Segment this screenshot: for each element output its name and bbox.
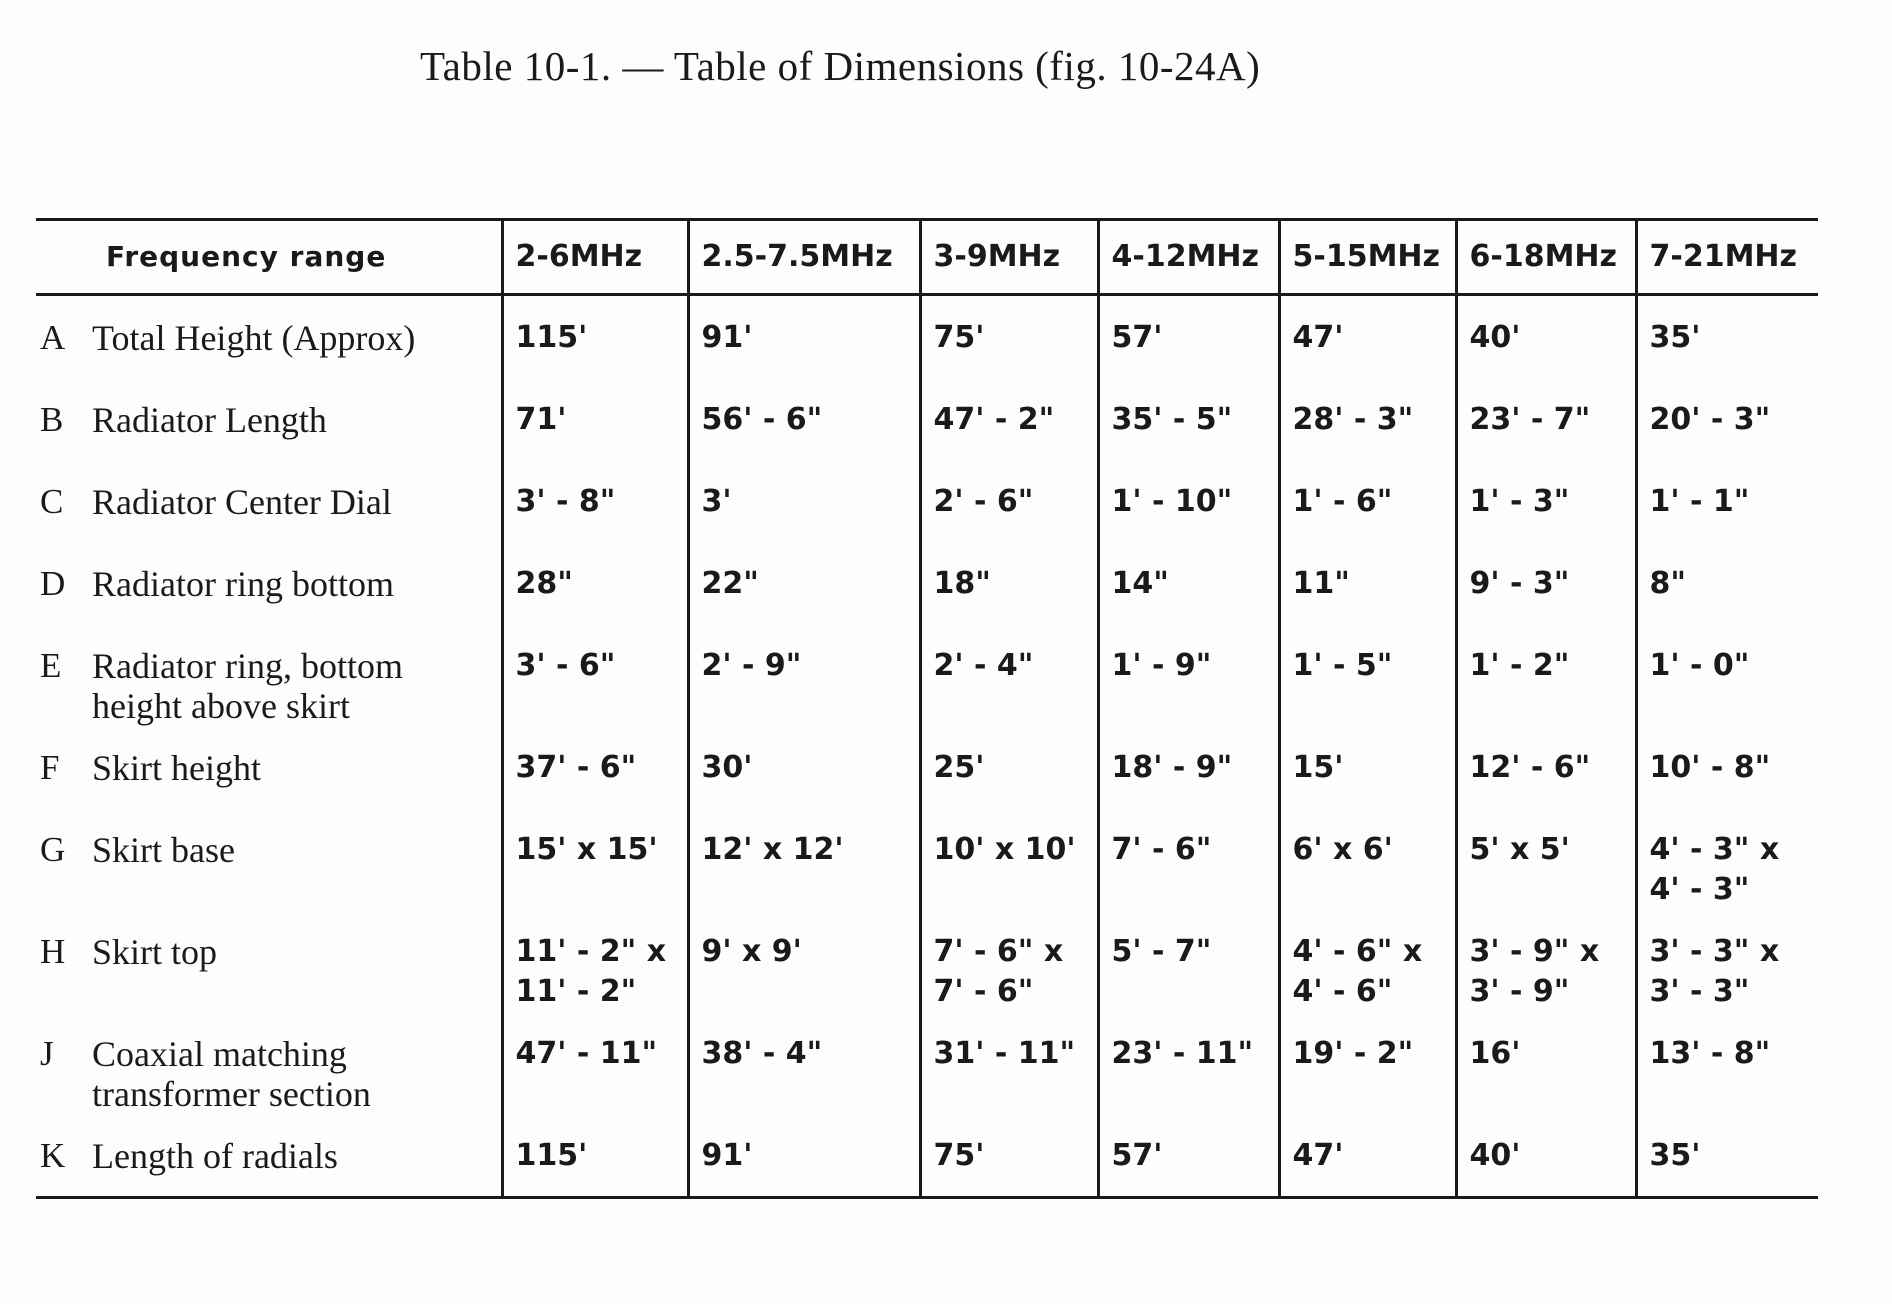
table-row: [36, 460, 1818, 542]
cell-value: 30': [701, 750, 753, 785]
cell-value: 6' x 6': [1292, 832, 1393, 867]
table-row: [36, 378, 1818, 460]
cell-value: 12' - 6": [1469, 750, 1591, 785]
table-cell: [1456, 460, 1636, 542]
cell-value: 11' - 2" x: [515, 934, 667, 969]
table-cell: [1279, 542, 1456, 624]
cell-value: 57': [1111, 320, 1163, 355]
table-cell: [502, 808, 688, 910]
row-label-line: Coaxial matching: [92, 1034, 347, 1074]
cell-value: 40': [1469, 320, 1521, 355]
cell-value: 57': [1111, 1138, 1163, 1173]
table-cell: [920, 624, 1098, 726]
cell-value: 71': [515, 402, 567, 437]
row-label-line: Skirt base: [92, 830, 235, 870]
cell-value: 1' - 2": [1469, 648, 1570, 683]
cell-value: 22": [701, 566, 759, 601]
cell-value: 4' - 3": [1649, 872, 1750, 907]
table-cell: [1456, 1012, 1636, 1114]
cell-value: 15': [1292, 750, 1344, 785]
table-cell: [1456, 910, 1636, 1012]
table-cell: [1636, 808, 1818, 910]
cell-value: 3' - 9" x: [1469, 934, 1600, 969]
cell-value: 9' x 9': [701, 934, 802, 969]
cell-value: 23' - 7": [1469, 402, 1591, 437]
table-cell: [1279, 460, 1456, 542]
table-cell: [920, 1012, 1098, 1114]
table-cell: [920, 542, 1098, 624]
row-label-line: transformer section: [92, 1074, 371, 1114]
row-letter: G: [40, 830, 66, 869]
table-cell: [1279, 295, 1456, 379]
cell-value: 1' - 6": [1292, 484, 1393, 519]
table-cell: [1456, 378, 1636, 460]
row-label: [92, 378, 502, 460]
cell-value: 47': [1292, 320, 1344, 355]
table-cell: [1279, 726, 1456, 808]
row-label-line: Total Height (Approx): [92, 318, 416, 358]
row-letter: B: [40, 400, 64, 439]
table-cell: [688, 1012, 920, 1114]
table-cell: [688, 542, 920, 624]
cell-value: 1' - 9": [1111, 648, 1212, 683]
cell-value: 1' - 1": [1649, 484, 1750, 519]
cell-value: 3': [701, 484, 732, 519]
table-cell: [1456, 624, 1636, 726]
cell-value: 10' x 10': [933, 832, 1076, 867]
table-cell: [1456, 295, 1636, 379]
cell-value: 35': [1649, 1138, 1701, 1173]
row-label: [92, 1012, 502, 1114]
column-header: 4-12MHz: [1098, 220, 1279, 295]
cell-value: 75': [933, 1138, 985, 1173]
cell-value: 14": [1111, 566, 1169, 601]
cell-value: 1' - 0": [1649, 648, 1750, 683]
cell-value: 7' - 6": [933, 974, 1034, 1009]
row-letter: J: [40, 1034, 54, 1073]
cell-value: 47': [1292, 1138, 1344, 1173]
table-cell: [1456, 1114, 1636, 1198]
cell-value: 3' - 3": [1649, 974, 1750, 1009]
table-cell: [502, 295, 688, 379]
table-cell: [688, 624, 920, 726]
cell-value: 1' - 3": [1469, 484, 1570, 519]
table-cell: [1098, 460, 1279, 542]
table-cell: [1098, 378, 1279, 460]
cell-value: 47' - 11": [515, 1036, 658, 1071]
cell-value: 16': [1469, 1036, 1521, 1071]
row-label: [92, 295, 502, 379]
table-cell: [1636, 1012, 1818, 1114]
cell-value: 37' - 6": [515, 750, 637, 785]
table-caption: Table 10-1. — Table of Dimensions (fig. 10-24A): [420, 43, 1261, 89]
table-cell: [1098, 808, 1279, 910]
table-cell: [1279, 1012, 1456, 1114]
table-cell: [1098, 1114, 1279, 1198]
table-cell: [920, 378, 1098, 460]
row-label: [92, 910, 502, 1012]
table-cell: [920, 1114, 1098, 1198]
table-cell: [688, 460, 920, 542]
table-cell: [920, 460, 1098, 542]
table-row: [36, 910, 1818, 1012]
column-header: 2.5-7.5MHz: [688, 220, 920, 295]
table-cell: [502, 542, 688, 624]
row-letter: F: [40, 748, 60, 787]
cell-value: 10' - 8": [1649, 750, 1771, 785]
column-header: 5-15MHz: [1279, 220, 1456, 295]
table-row: [36, 1012, 1818, 1114]
table-cell: [1098, 726, 1279, 808]
table-cell: [920, 808, 1098, 910]
row-letter: D: [40, 564, 66, 603]
cell-value: 3' - 8": [515, 484, 616, 519]
cell-value: 31' - 11": [933, 1036, 1076, 1071]
cell-value: 91': [701, 320, 753, 355]
row-letter: C: [40, 482, 64, 521]
table-cell: [1636, 378, 1818, 460]
table-cell: [1636, 460, 1818, 542]
table-cell: [1279, 910, 1456, 1012]
table-cell: [1279, 624, 1456, 726]
table-cell: [1279, 808, 1456, 910]
cell-value: 115': [515, 1138, 588, 1173]
header-row: [36, 220, 1818, 295]
table-cell: [688, 378, 920, 460]
table-cell: [1098, 624, 1279, 726]
table-cell: [1098, 295, 1279, 379]
table-cell: [502, 624, 688, 726]
cell-value: 23' - 11": [1111, 1036, 1254, 1071]
table-cell: [1456, 542, 1636, 624]
cell-value: 2' - 9": [701, 648, 802, 683]
cell-value: 3' - 6": [515, 648, 616, 683]
table-cell: [1636, 295, 1818, 379]
cell-value: 2' - 4": [933, 648, 1034, 683]
cell-value: 28": [515, 566, 573, 601]
table-cell: [1636, 910, 1818, 1012]
row-letter: A: [40, 318, 66, 357]
row-label: [92, 542, 502, 624]
table-cell: [1636, 542, 1818, 624]
cell-value: 35': [1649, 320, 1701, 355]
table-cell: [688, 1114, 920, 1198]
cell-value: 1' - 5": [1292, 648, 1393, 683]
table-cell: [1098, 910, 1279, 1012]
cell-value: 3' - 9": [1469, 974, 1570, 1009]
row-label: [92, 624, 502, 726]
column-header: 7-21MHz: [1636, 220, 1818, 295]
table-cell: [688, 295, 920, 379]
cell-value: 11' - 2": [515, 974, 637, 1009]
row-letter: H: [40, 932, 66, 971]
row-letter: K: [40, 1136, 66, 1175]
row-label-line: Radiator Length: [92, 400, 327, 440]
table-body: [36, 295, 1818, 1198]
cell-value: 15' x 15': [515, 832, 658, 867]
cell-value: 28' - 3": [1292, 402, 1414, 437]
row-label: [92, 726, 502, 808]
table-cell: [1636, 726, 1818, 808]
table-cell: [1636, 1114, 1818, 1198]
row-label: [92, 808, 502, 910]
cell-value: 19' - 2": [1292, 1036, 1414, 1071]
cell-value: 18' - 9": [1111, 750, 1233, 785]
cell-value: 4' - 6" x: [1292, 934, 1423, 969]
cell-value: 7' - 6": [1111, 832, 1212, 867]
cell-value: 25': [933, 750, 985, 785]
cell-value: 91': [701, 1138, 753, 1173]
table-row: [36, 624, 1818, 726]
row-label-line: Radiator Center Dial: [92, 482, 392, 522]
table-cell: [502, 460, 688, 542]
cell-value: 5' - 7": [1111, 934, 1212, 969]
table-cell: [688, 808, 920, 910]
table-cell: [920, 910, 1098, 1012]
table-cell: [1636, 624, 1818, 726]
table-cell: [1456, 808, 1636, 910]
cell-value: 4' - 3" x: [1649, 832, 1780, 867]
row-label-line: Length of radials: [92, 1136, 338, 1176]
cell-value: 4' - 6": [1292, 974, 1393, 1009]
cell-value: 75': [933, 320, 985, 355]
row-label-line: Radiator ring, bottom: [92, 646, 403, 686]
table-row: [36, 1114, 1818, 1198]
column-header: 3-9MHz: [920, 220, 1098, 295]
table-cell: [920, 726, 1098, 808]
cell-value: 38' - 4": [701, 1036, 823, 1071]
cell-value: 3' - 3" x: [1649, 934, 1780, 969]
cell-value: 40': [1469, 1138, 1521, 1173]
cell-value: 115': [515, 320, 588, 355]
table-row: [36, 808, 1818, 910]
cell-value: 2' - 6": [933, 484, 1034, 519]
table-cell: [502, 726, 688, 808]
table-cell: [502, 378, 688, 460]
cell-value: 35' - 5": [1111, 402, 1233, 437]
row-label: [92, 460, 502, 542]
row-letter: E: [40, 646, 62, 685]
cell-value: 47' - 2": [933, 402, 1055, 437]
cell-value: 11": [1292, 566, 1350, 601]
cell-value: 9' - 3": [1469, 566, 1570, 601]
header-frequency-range: Frequency range: [106, 240, 387, 273]
row-label-line: height above skirt: [92, 686, 350, 726]
table-cell: [1279, 378, 1456, 460]
column-header: 2-6MHz: [502, 220, 688, 295]
table-cell: [688, 726, 920, 808]
table-cell: [502, 1012, 688, 1114]
cell-value: 12' x 12': [701, 832, 844, 867]
table-cell: [688, 910, 920, 1012]
table-cell: [502, 910, 688, 1012]
cell-value: 18": [933, 566, 991, 601]
table-cell: [1456, 726, 1636, 808]
table-cell: [1098, 542, 1279, 624]
row-label: [92, 1114, 502, 1198]
row-label-line: Skirt height: [92, 748, 261, 788]
table-header: [36, 220, 1818, 295]
table-row: [36, 542, 1818, 624]
dimensions-table: [36, 218, 1818, 1199]
column-header: 6-18MHz: [1456, 220, 1636, 295]
table-row: [36, 726, 1818, 808]
table-cell: [502, 1114, 688, 1198]
cell-value: 8": [1649, 566, 1687, 601]
table-row: [36, 295, 1818, 379]
cell-value: 13' - 8": [1649, 1036, 1771, 1071]
cell-value: 20' - 3": [1649, 402, 1771, 437]
table-cell: [1098, 1012, 1279, 1114]
cell-value: 56' - 6": [701, 402, 823, 437]
row-label-line: Radiator ring bottom: [92, 564, 394, 604]
cell-value: 5' x 5': [1469, 832, 1570, 867]
table-cell: [1279, 1114, 1456, 1198]
cell-value: 7' - 6" x: [933, 934, 1064, 969]
cell-value: 1' - 10": [1111, 484, 1233, 519]
row-label-line: Skirt top: [92, 932, 218, 972]
table-cell: [920, 295, 1098, 379]
